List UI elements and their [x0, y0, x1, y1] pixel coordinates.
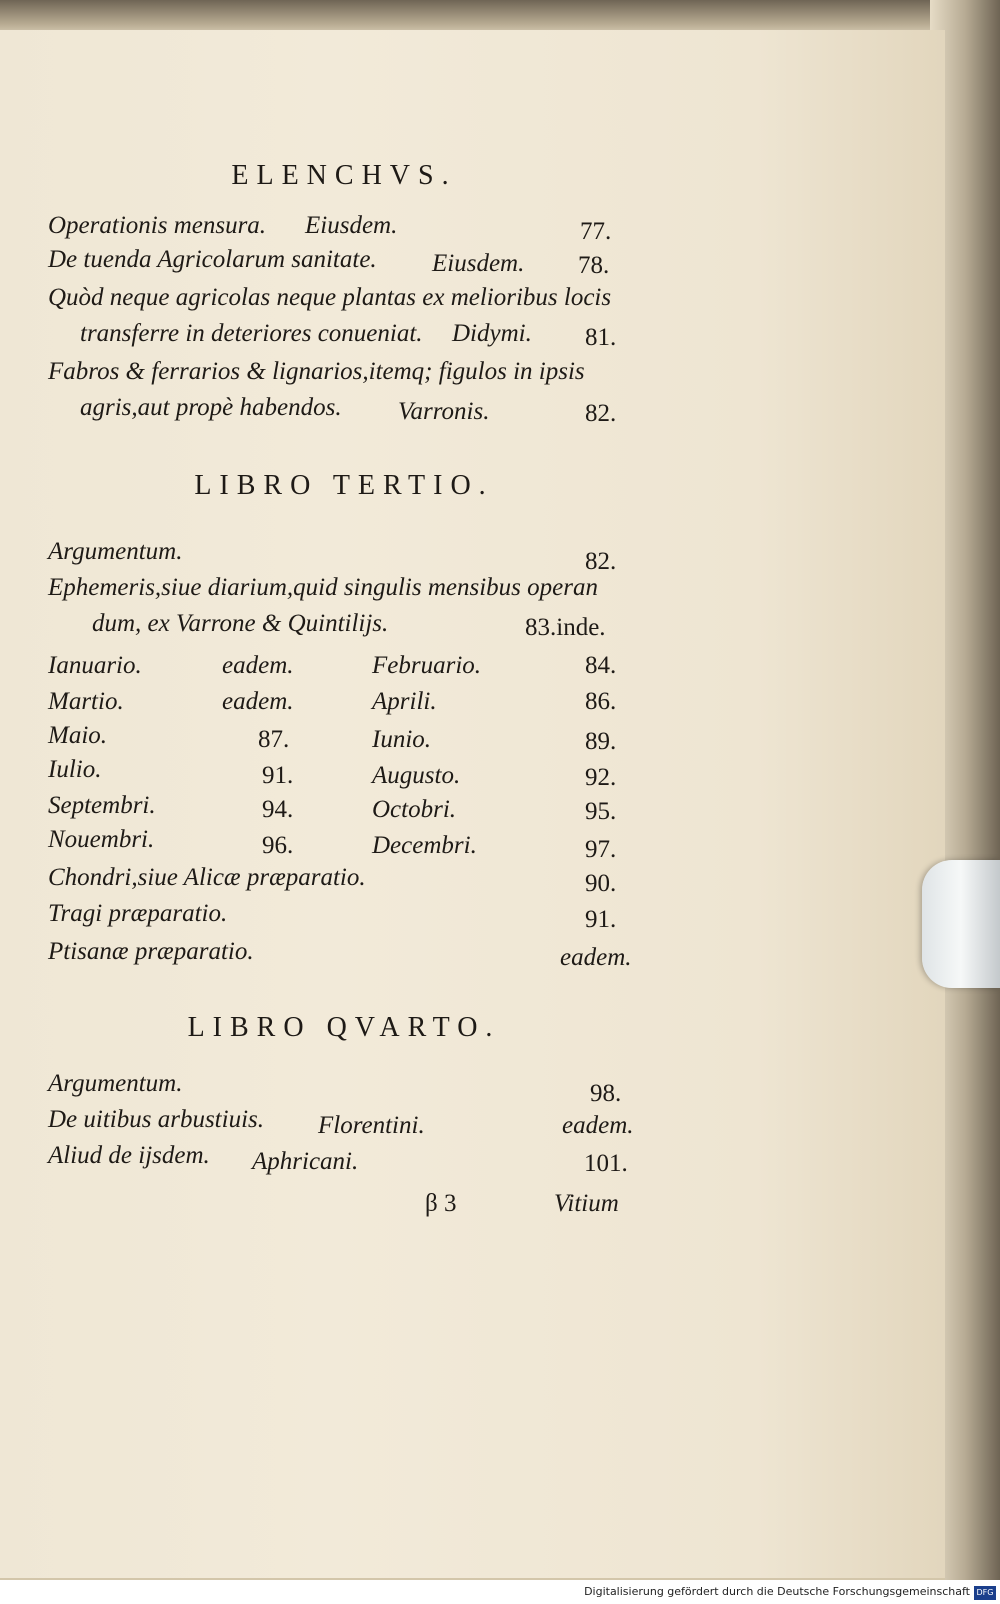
entry-page: 101.: [584, 1150, 628, 1177]
month-name: Iulio.: [48, 756, 102, 783]
entry-text: Ephemeris,siue diarium,quid singulis mensibus operan: [48, 574, 598, 601]
month-page: 89.: [585, 728, 617, 755]
month-page: 97.: [585, 836, 617, 863]
month-name: Octobri.: [372, 796, 457, 823]
dfg-logo: DFG: [974, 1586, 996, 1600]
month-name: Augusto.: [372, 762, 461, 789]
month-page: 87.: [258, 726, 290, 753]
month-page: 96.: [262, 832, 294, 859]
month-page: 86.: [585, 688, 617, 715]
month-page: 92.: [585, 764, 617, 791]
month-page: 95.: [585, 798, 617, 825]
entry-text: Argumentum.: [48, 538, 183, 565]
entry-text: Argumentum.: [48, 1070, 183, 1097]
entry-text: Quòd neque agricolas neque plantas ex melioribus locis: [48, 284, 612, 311]
entry-page: eadem.: [560, 944, 632, 971]
month-name: Aprili.: [372, 688, 437, 715]
entry-page: 91.: [585, 906, 617, 933]
entry-text: agris,aut propè habendos.: [80, 394, 342, 421]
entry-text: Fabros & ferrarios & lignarios,itemq; figulos in ipsis: [48, 358, 585, 385]
entry-text: Operationis mensura.: [48, 212, 267, 239]
entry-page: 82.: [585, 548, 617, 575]
entry-text: Chondri,siue Alicæ præparatio.: [48, 864, 366, 891]
month-page: 84.: [585, 652, 617, 679]
entry-author: Aphricani.: [252, 1148, 359, 1175]
entry-page: eadem.: [562, 1112, 634, 1139]
entry-text: De uitibus arbustiuis.: [48, 1106, 264, 1133]
signature-mark: β 3: [425, 1190, 457, 1217]
month-name: Decembri.: [372, 832, 477, 859]
page-heading: ELENCHVS.: [231, 160, 457, 191]
footer-bar: [0, 1580, 1000, 1604]
month-name: Iunio.: [372, 726, 432, 753]
entry-page: 78.: [578, 252, 610, 279]
entry-text: Ptisanæ præparatio.: [48, 938, 254, 965]
entry-page: 77.: [580, 218, 612, 245]
entry-author: Eiusdem.: [305, 212, 398, 239]
entry-author: Didymi.: [452, 320, 532, 347]
entry-text: Aliud de ijsdem.: [48, 1142, 210, 1169]
month-name: Septembri.: [48, 792, 156, 819]
month-name: Maio.: [48, 722, 108, 749]
month-name: Ianuario.: [48, 652, 142, 679]
month-name: Nouembri.: [48, 826, 155, 853]
month-name: Februario.: [372, 652, 482, 679]
entry-page: 90.: [585, 870, 617, 897]
footer-text: Digitalisierung gefördert durch die Deutsche Forschungsgemeinschaft: [584, 1585, 970, 1598]
month-page: 91.: [262, 762, 294, 789]
section-heading: LIBRO TERTIO.: [194, 470, 494, 501]
entry-page: 98.: [590, 1080, 622, 1107]
entry-text: De tuenda Agricolarum sanitate.: [48, 246, 377, 273]
month-page: eadem.: [222, 652, 294, 679]
entry-text: transferre in deteriores conueniat.: [80, 320, 423, 347]
entry-author: Varronis.: [398, 398, 490, 425]
page-clip: [922, 860, 1000, 988]
section-heading: LIBRO QVARTO.: [187, 1012, 501, 1043]
entry-page: 82.: [585, 400, 617, 427]
month-page: eadem.: [222, 688, 294, 715]
catchword: Vitium: [554, 1190, 619, 1217]
entry-page: 81.: [585, 324, 617, 351]
entry-page: 83.inde.: [525, 614, 606, 641]
entry-text: dum, ex Varrone & Quintilijs.: [92, 610, 389, 637]
month-name: Martio.: [48, 688, 124, 715]
entry-author: Eiusdem.: [432, 250, 525, 277]
month-page: 94.: [262, 796, 294, 823]
entry-author: Florentini.: [318, 1112, 425, 1139]
entry-text: Tragi præparatio.: [48, 900, 228, 927]
